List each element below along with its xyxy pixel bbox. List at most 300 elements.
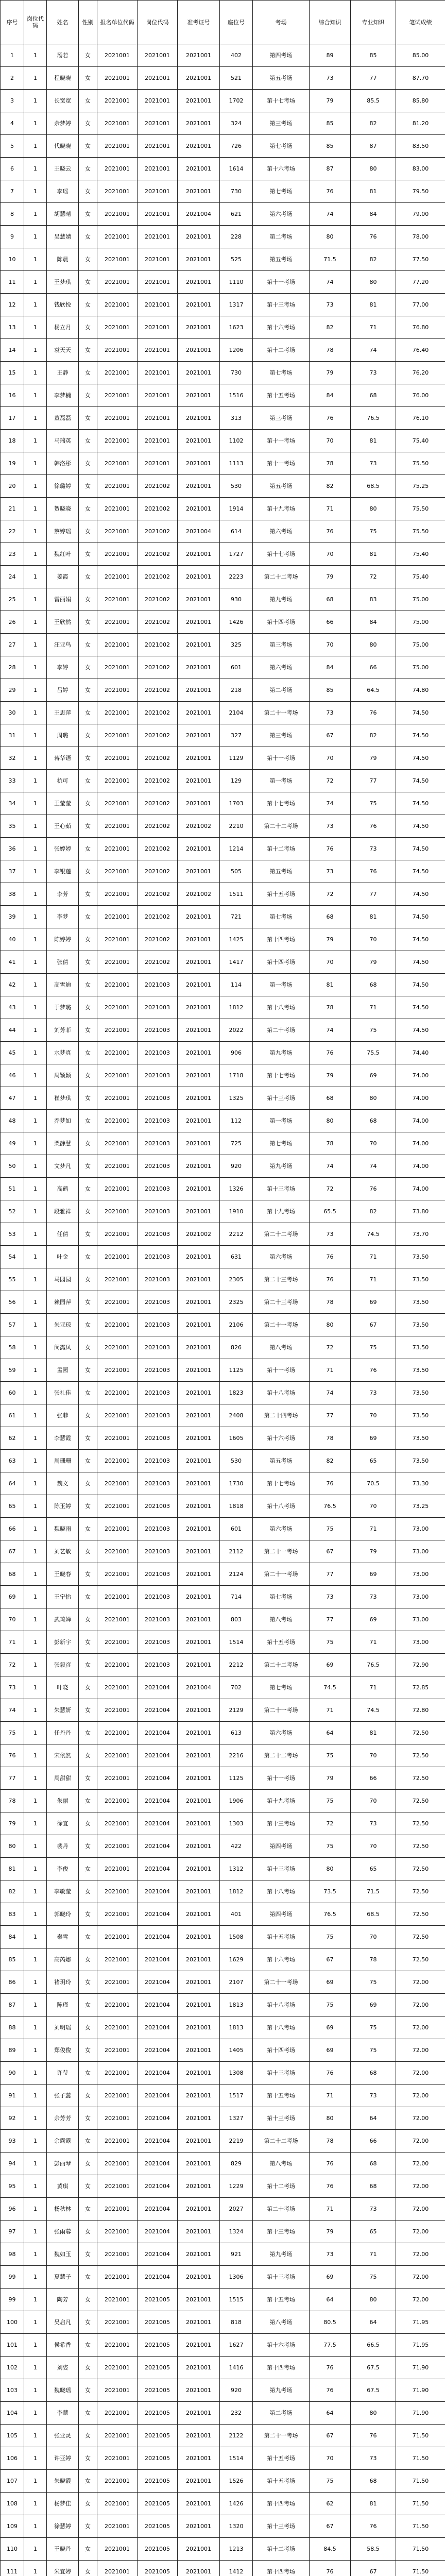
table-cell: 59 — [1, 1359, 24, 1382]
table-cell: 第十七考场 — [253, 792, 310, 815]
table-cell: 37 — [1, 860, 24, 883]
table-cell: 75.50 — [396, 452, 445, 475]
table-cell: 10 — [1, 248, 24, 271]
table-cell: 女 — [79, 1767, 97, 1790]
table-row — [1, 316, 445, 339]
table-cell: 第八考场 — [253, 2311, 310, 2334]
table-cell: 1 — [24, 407, 47, 430]
table-cell: 1 — [24, 1359, 47, 1382]
table-cell: 第十一考场 — [253, 452, 310, 475]
table-cell: 76.00 — [396, 384, 445, 407]
table-cell: 72.50 — [396, 1767, 445, 1790]
table-cell: 2021001 — [97, 1880, 138, 1903]
table-cell: 72.00 — [396, 1994, 445, 2016]
table-cell: 71.95 — [396, 2311, 445, 2334]
table-cell: 702 — [220, 1676, 253, 1699]
table-cell: 张雨蓉 — [47, 2221, 79, 2243]
table-cell: 41 — [1, 951, 24, 974]
table-row — [1, 294, 445, 316]
table-cell: 女 — [79, 1858, 97, 1880]
table-cell: 1 — [24, 2198, 47, 2221]
table-cell: 1 — [24, 135, 47, 158]
table-cell: 71 — [351, 1518, 396, 1540]
table-cell: 2021001 — [138, 203, 178, 226]
table-cell: 73 — [310, 1586, 351, 1608]
table-cell: 71.50 — [396, 2538, 445, 2561]
table-cell: 第十二考场 — [253, 838, 310, 860]
table-cell: 郭晓玲 — [47, 1903, 79, 1926]
table-cell: 第一考场 — [253, 770, 310, 792]
table-cell: 86 — [1, 1971, 24, 1994]
table-cell: 80 — [310, 2107, 351, 2130]
table-cell: 70 — [310, 430, 351, 452]
table-cell: 89 — [1, 2039, 24, 2062]
table-cell: 2021001 — [178, 2153, 220, 2175]
table-cell: 99 — [1, 2289, 24, 2311]
table-cell: 2022 — [220, 1019, 253, 1042]
table-cell: 2021001 — [97, 1518, 138, 1540]
table-cell: 71.50 — [396, 2515, 445, 2538]
table-cell: 第七考场 — [253, 1586, 310, 1608]
table-cell: 徐璐婷 — [47, 475, 79, 498]
table-cell: 79 — [310, 1064, 351, 1087]
table-cell: 81 — [310, 974, 351, 996]
table-cell: 第九考场 — [253, 1155, 310, 1178]
table-cell: 女 — [79, 860, 97, 883]
table-cell: 2021001 — [178, 1699, 220, 1722]
table-cell: 2021001 — [178, 44, 220, 67]
table-cell: 女 — [79, 67, 97, 90]
table-cell: 女 — [79, 2062, 97, 2084]
table-cell: 521 — [220, 67, 253, 90]
table-cell: 1 — [24, 1314, 47, 1336]
table-cell: 67 — [310, 724, 351, 747]
table-cell: 80 — [310, 1110, 351, 1132]
table-cell: 2021001 — [97, 996, 138, 1019]
table-cell: 1 — [24, 294, 47, 316]
table-cell: 第十八考场 — [253, 1994, 310, 2016]
table-row — [1, 430, 445, 452]
table-cell: 71.50 — [396, 2561, 445, 2576]
table-cell: 1 — [24, 1132, 47, 1155]
table-cell: 2021001 — [178, 1382, 220, 1404]
table-row — [1, 1042, 445, 1064]
table-cell: 73.5 — [310, 1880, 351, 1903]
table-cell: 赖园萍 — [47, 1291, 79, 1314]
table-cell: 75 — [351, 1971, 396, 1994]
table-cell: 1 — [24, 2493, 47, 2515]
table-cell: 2021001 — [178, 1608, 220, 1631]
table-cell: 83.00 — [396, 158, 445, 180]
table-cell: 汪亚鸟 — [47, 634, 79, 656]
table-cell: 2021001 — [178, 2402, 220, 2425]
table-cell: 67 — [310, 2515, 351, 2538]
table-cell: 2021001 — [178, 702, 220, 724]
table-cell: 75.00 — [396, 656, 445, 679]
table-cell: 85 — [310, 679, 351, 702]
table-cell: 女 — [79, 838, 97, 860]
table-cell: 72.00 — [396, 2175, 445, 2198]
table-cell: 第十四考场 — [253, 611, 310, 634]
table-cell: 76 — [351, 1359, 396, 1382]
table-cell: 87 — [310, 158, 351, 180]
table-cell: 2021004 — [178, 1676, 220, 1699]
table-cell: 2021001 — [97, 2357, 138, 2379]
table-cell: 2021001 — [97, 2515, 138, 2538]
table-cell: 1 — [24, 2379, 47, 2402]
table-cell: 84 — [1, 1926, 24, 1948]
table-cell: 70 — [351, 1926, 396, 1948]
table-cell: 67 — [310, 1948, 351, 1971]
table-cell: 730 — [220, 362, 253, 384]
table-cell: 2021001 — [178, 1948, 220, 1971]
table-cell: 42 — [1, 974, 24, 996]
table-cell: 1213 — [220, 2538, 253, 2561]
table-row — [1, 1835, 445, 1858]
table-cell: 76 — [310, 2357, 351, 2379]
table-cell: 2021001 — [97, 2289, 138, 2311]
table-cell: 周甜甜 — [47, 1767, 79, 1790]
table-cell: 2021001 — [138, 362, 178, 384]
table-cell: 70 — [351, 1132, 396, 1155]
table-cell: 2021001 — [178, 1132, 220, 1155]
table-cell: 2021001 — [97, 2334, 138, 2357]
table-cell: 刘艺敏 — [47, 1540, 79, 1563]
table-cell: 76.5 — [310, 1903, 351, 1926]
table-cell: 1 — [24, 520, 47, 543]
table-cell: 陈瑾 — [47, 1994, 79, 2016]
table-cell: 朱宜婷 — [47, 2561, 79, 2576]
table-cell: 魏如玉 — [47, 2243, 79, 2266]
table-cell: 71.50 — [396, 2493, 445, 2515]
table-cell: 2021004 — [138, 1744, 178, 1767]
table-cell: 女 — [79, 1540, 97, 1563]
table-cell: 99 — [1, 2266, 24, 2289]
table-cell: 女 — [79, 1948, 97, 1971]
table-cell: 2021001 — [97, 2153, 138, 2175]
table-cell: 李俊 — [47, 1858, 79, 1880]
table-cell: 102 — [1, 2357, 24, 2379]
table-cell: 25 — [1, 588, 24, 611]
table-cell: 1 — [24, 1699, 47, 1722]
table-cell: 韩洛彤 — [47, 452, 79, 475]
table-cell: 2021001 — [178, 1722, 220, 1744]
table-cell: 2021001 — [178, 1246, 220, 1268]
table-cell: 女 — [79, 2470, 97, 2493]
table-cell: 徐慧婷 — [47, 2515, 79, 2538]
table-cell: 79 — [310, 566, 351, 588]
table-cell: 刘姿 — [47, 2357, 79, 2379]
table-cell: 女 — [79, 1994, 97, 2016]
table-cell: 杨立月 — [47, 316, 79, 339]
table-row — [1, 2266, 445, 2289]
table-cell: 王晓丹 — [47, 2538, 79, 2561]
table-cell: 2021001 — [178, 1563, 220, 1586]
table-cell: 2021001 — [97, 770, 138, 792]
table-cell: 第十一考场 — [253, 747, 310, 770]
table-cell: 2021004 — [138, 2039, 178, 2062]
table-cell: 2021001 — [97, 928, 138, 951]
table-cell: 2021001 — [178, 407, 220, 430]
table-cell: 第二十一考场 — [253, 2425, 310, 2447]
table-cell: 76 — [351, 2515, 396, 2538]
table-cell: 72 — [310, 770, 351, 792]
table-cell: 女 — [79, 1722, 97, 1744]
table-cell: 80 — [310, 226, 351, 248]
table-cell: 1 — [24, 1087, 47, 1110]
table-cell: 第九考场 — [253, 2379, 310, 2402]
table-cell: 2021004 — [178, 203, 220, 226]
table-cell: 第三考场 — [253, 112, 310, 135]
table-cell: 79 — [310, 2221, 351, 2243]
table-cell: 1 — [24, 702, 47, 724]
table-cell: 34 — [1, 792, 24, 815]
table-cell: 73 — [310, 2243, 351, 2266]
table-cell: 2021001 — [138, 180, 178, 203]
table-cell: 72.50 — [396, 1926, 445, 1948]
table-cell: 401 — [220, 1903, 253, 1926]
table-cell: 71.95 — [396, 2334, 445, 2357]
table-cell: 81 — [351, 906, 396, 928]
table-cell: 2021001 — [178, 2447, 220, 2470]
table-cell: 525 — [220, 248, 253, 271]
table-cell: 第二十二考场 — [253, 815, 310, 838]
table-cell: 73 — [351, 1382, 396, 1404]
table-row — [1, 135, 445, 158]
table-row — [1, 1359, 445, 1382]
table-cell: 16 — [1, 384, 24, 407]
table-row — [1, 1382, 445, 1404]
table-cell: 2021001 — [178, 611, 220, 634]
table-cell: 女 — [79, 2198, 97, 2221]
table-cell: 70 — [310, 747, 351, 770]
table-cell: 76 — [351, 2425, 396, 2447]
table-cell: 64 — [310, 2289, 351, 2311]
table-cell: 75.25 — [396, 475, 445, 498]
table-cell: 1 — [24, 316, 47, 339]
table-cell: 35 — [1, 815, 24, 838]
table-cell: 第十五考场 — [253, 1926, 310, 1948]
header-cell: 姓名 — [47, 1, 79, 44]
table-cell: 王心茹 — [47, 815, 79, 838]
table-row — [1, 498, 445, 520]
table-cell: 2021003 — [138, 1450, 178, 1472]
table-cell: 76 — [310, 1268, 351, 1291]
table-row — [1, 951, 445, 974]
table-cell: 1 — [24, 339, 47, 362]
table-cell: 2021001 — [178, 2515, 220, 2538]
table-cell: 2021001 — [178, 1178, 220, 1200]
table-cell: 2021005 — [138, 2515, 178, 2538]
table-cell: 女 — [79, 1472, 97, 1495]
table-cell: 第一考场 — [253, 1110, 310, 1132]
table-row — [1, 1110, 445, 1132]
table-cell: 第二十二考场 — [253, 1654, 310, 1676]
table-cell: 73 — [351, 2198, 396, 2221]
table-row — [1, 1314, 445, 1336]
table-cell: 2021001 — [97, 951, 138, 974]
table-cell: 103 — [1, 2379, 24, 2402]
table-cell: 68 — [310, 588, 351, 611]
table-cell: 1 — [24, 158, 47, 180]
table-row — [1, 2175, 445, 2198]
table-row — [1, 1858, 445, 1880]
table-cell: 71.90 — [396, 2357, 445, 2379]
table-cell: 第十五考场 — [253, 2470, 310, 2493]
table-cell: 第十二考场 — [253, 2538, 310, 2561]
table-cell: 2021005 — [138, 2402, 178, 2425]
table-cell: 70 — [310, 634, 351, 656]
header-cell: 笔试成绩 — [396, 1, 445, 44]
table-cell: 2021001 — [178, 792, 220, 815]
table-row — [1, 1450, 445, 1472]
table-cell: 1 — [24, 1948, 47, 1971]
table-cell: 313 — [220, 407, 253, 430]
table-cell: 2021005 — [138, 2311, 178, 2334]
table-cell: 2122 — [220, 2425, 253, 2447]
table-cell: 第十八考场 — [253, 1382, 310, 1404]
table-cell: 2021001 — [97, 2538, 138, 2561]
table-cell: 1516 — [220, 384, 253, 407]
table-cell: 71 — [310, 498, 351, 520]
table-cell: 76 — [310, 838, 351, 860]
table-cell: 女 — [79, 634, 97, 656]
table-cell: 周颖颖 — [47, 1064, 79, 1087]
table-cell: 71.90 — [396, 2379, 445, 2402]
table-cell: 1718 — [220, 1064, 253, 1087]
table-cell: 1 — [24, 951, 47, 974]
table-cell: 11 — [1, 271, 24, 294]
table-cell: 1 — [24, 792, 47, 815]
table-cell: 2021001 — [97, 679, 138, 702]
table-cell: 1 — [24, 1042, 47, 1064]
table-cell: 79 — [351, 951, 396, 974]
table-cell: 女 — [79, 1654, 97, 1676]
table-cell: 2021004 — [138, 1699, 178, 1722]
table-cell: 76 — [310, 2153, 351, 2175]
table-row — [1, 1200, 445, 1223]
table-cell: 第十三考场 — [253, 1178, 310, 1200]
table-cell: 72.50 — [396, 1744, 445, 1767]
table-cell: 任丹丹 — [47, 1722, 79, 1744]
table-cell: 第四考场 — [253, 1835, 310, 1858]
table-cell: 女 — [79, 1042, 97, 1064]
table-cell: 余梦婷 — [47, 112, 79, 135]
table-cell: 2021001 — [97, 203, 138, 226]
table-cell: 女 — [79, 951, 97, 974]
table-cell: 第十三考场 — [253, 294, 310, 316]
table-cell: 94 — [1, 2153, 24, 2175]
table-cell: 69 — [1, 1586, 24, 1608]
table-cell: 第十三考场 — [253, 2266, 310, 2289]
table-cell: 1 — [24, 1654, 47, 1676]
table-cell: 906 — [220, 1042, 253, 1064]
table-cell: 1 — [24, 724, 47, 747]
table-cell: 76 — [310, 1042, 351, 1064]
table-cell: 2021005 — [138, 2379, 178, 2402]
table-cell: 2021005 — [138, 2425, 178, 2447]
table-cell: 第十三考场 — [253, 2221, 310, 2243]
table-cell: 女 — [79, 2425, 97, 2447]
table-cell: 2021003 — [138, 1087, 178, 1110]
table-cell: 2021002 — [138, 679, 178, 702]
table-cell: 73.00 — [396, 1540, 445, 1563]
table-cell: 2021003 — [138, 1064, 178, 1087]
header-cell: 报名单位代码 — [97, 1, 138, 44]
table-row — [1, 2470, 445, 2493]
table-cell: 2021001 — [97, 498, 138, 520]
table-row — [1, 1087, 445, 1110]
table-cell: 女 — [79, 543, 97, 566]
table-cell: 65 — [351, 1450, 396, 1472]
table-cell: 2021001 — [97, 1336, 138, 1359]
table-cell: 2021004 — [138, 2016, 178, 2039]
table-cell: 48 — [1, 1110, 24, 1132]
table-cell: 2021001 — [178, 2470, 220, 2493]
table-row — [1, 770, 445, 792]
table-row — [1, 1676, 445, 1699]
table-cell: 66 — [351, 2130, 396, 2153]
table-cell: 1910 — [220, 1200, 253, 1223]
table-cell: 70 — [310, 2447, 351, 2470]
table-cell: 女 — [79, 656, 97, 679]
table-cell: 45 — [1, 1042, 24, 1064]
table-cell: 2021003 — [138, 1404, 178, 1427]
table-cell: 1914 — [220, 498, 253, 520]
table-cell: 吴慧婧 — [47, 226, 79, 248]
table-cell: 129 — [220, 770, 253, 792]
table-cell: 2021001 — [138, 112, 178, 135]
table-cell: 77 — [310, 1608, 351, 1631]
table-cell: 2021001 — [178, 974, 220, 996]
table-cell: 76.20 — [396, 362, 445, 384]
table-cell: 1823 — [220, 1382, 253, 1404]
table-row — [1, 2379, 445, 2402]
table-cell: 100 — [1, 2311, 24, 2334]
table-cell: 王静 — [47, 362, 79, 384]
table-cell: 2021002 — [178, 815, 220, 838]
table-cell: 1813 — [220, 2016, 253, 2039]
table-cell: 第二十二考场 — [253, 566, 310, 588]
table-row — [1, 996, 445, 1019]
table-cell: 女 — [79, 1971, 97, 1994]
table-cell: 2021005 — [138, 2470, 178, 2493]
table-cell: 2021001 — [97, 2561, 138, 2576]
table-cell: 女 — [79, 1790, 97, 1812]
table-cell: 530 — [220, 1450, 253, 1472]
table-cell: 1 — [24, 1926, 47, 1948]
table-row — [1, 2016, 445, 2039]
table-cell: 1 — [24, 543, 47, 566]
table-cell: 72.00 — [396, 2221, 445, 2243]
table-cell: 81 — [351, 430, 396, 452]
table-cell: 69 — [351, 1427, 396, 1450]
table-cell: 1320 — [220, 2515, 253, 2538]
table-cell: 1 — [24, 2470, 47, 2493]
table-cell: 38 — [1, 883, 24, 906]
table-cell: 2021003 — [138, 1178, 178, 1200]
table-cell: 76 — [310, 1246, 351, 1268]
table-cell: 70 — [351, 1495, 396, 1518]
table-cell: 75.00 — [396, 611, 445, 634]
table-cell: 2021002 — [138, 498, 178, 520]
table-cell: 女 — [79, 1359, 97, 1382]
table-cell: 75 — [1, 1722, 24, 1744]
table-cell: 2021001 — [97, 1971, 138, 1994]
table-cell: 2104 — [220, 702, 253, 724]
table-row — [1, 407, 445, 430]
table-cell: 女 — [79, 316, 97, 339]
